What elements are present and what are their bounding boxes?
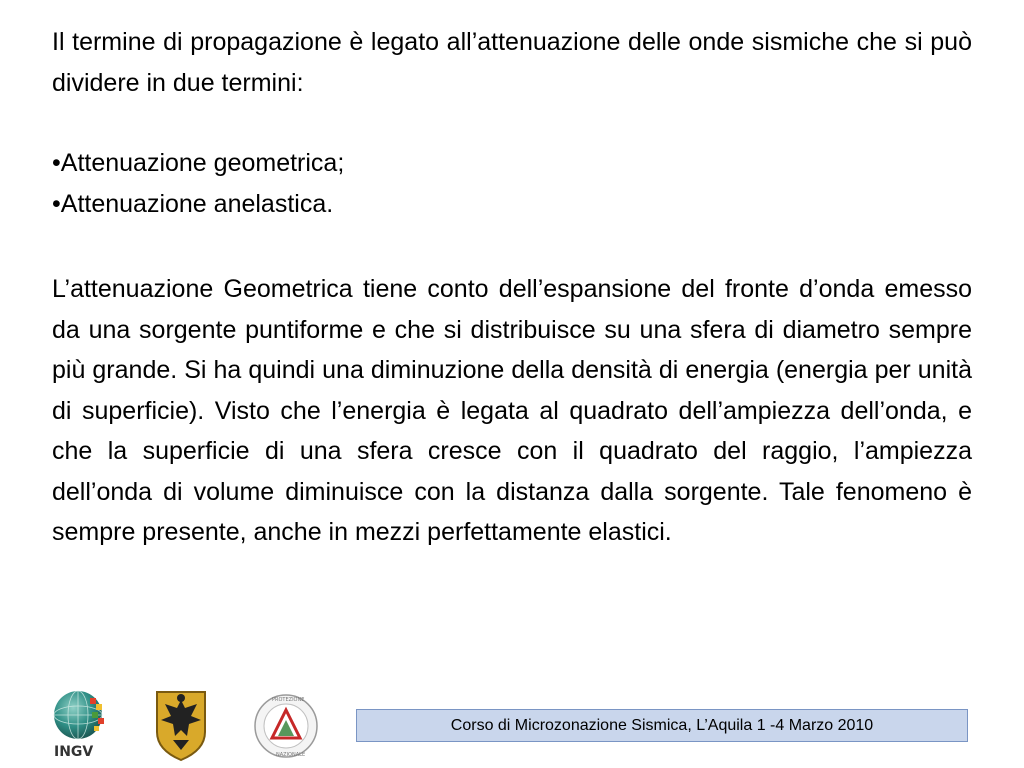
ingv-globe-icon	[50, 688, 112, 760]
course-footer-box	[356, 709, 968, 742]
intro-paragraph: Il termine di propagazione è legato all’attenuazione delle onde sismiche che si può dividere in due termini:	[52, 28, 972, 97]
bullet-list	[52, 143, 972, 224]
svg-text:PROTEZIONE: PROTEZIONE	[272, 697, 305, 703]
slide-body	[52, 22, 972, 553]
geometric-attenuation-paragraph: L’attenuazione Geometrica tiene conto dell’espansione del fronte d’onda emesso da una sorgente puntiforme e che si distribuisce su una sfera di diametro sempre più grande. Si ha quindi una diminuzione della densità di energia (energia per unità di superficie). Visto che l’energia è legata al quadrato dell’ampiezza dell’onda, e che la superficie di una sfera cresce con il quadrato del raggio, l’ampiezza dell’onda di volume diminuisce con la distanza dalla sorgente. Tale fenomeno è sempre presente, anche in mezzi perfettamente elastici.	[52, 275, 972, 546]
eagle-shield-icon	[151, 686, 211, 762]
bullet-item-anelastic: • Attenuazione anelastica.	[52, 184, 972, 225]
svg-text:NAZIONALE: NAZIONALE	[276, 752, 306, 758]
ingv-label: INGV	[54, 744, 94, 760]
bullet-item-geometric: • Attenuazione geometrica;	[52, 143, 972, 184]
protezione-civile-seal-icon	[252, 692, 320, 760]
course-label: Corso di Microzonazione Sismica, L’Aquila 1 -4 Marzo 2010	[450, 716, 874, 734]
